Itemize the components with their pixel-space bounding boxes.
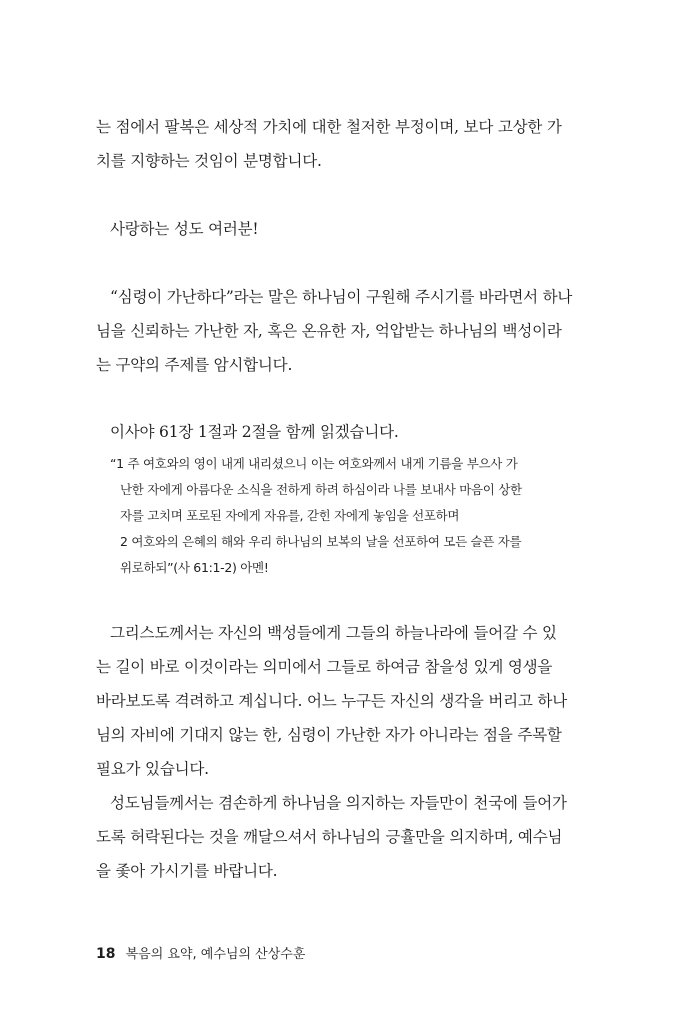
quote-line: 위로하되”(사 61:1-2) 아멘! xyxy=(120,560,269,575)
paragraph-4 xyxy=(96,415,590,449)
text-line: 필요가 있습니다. xyxy=(96,760,209,778)
quote-line: 난한 자에게 아름다운 소식을 전하게 하려 하심이라 나를 보내사 마음이 상한 xyxy=(120,482,522,497)
page-footer xyxy=(96,944,305,965)
text-line: 님의 자비에 기대지 않는 한, 심령이 가난한 자가 아니라는 점을 주목할 xyxy=(96,726,562,744)
paragraph-5 xyxy=(96,616,590,786)
text-line: 사랑하는 성도 여러분! xyxy=(110,220,259,238)
quote-line: 자를 고치며 포로된 자에게 자유를, 갇힌 자에게 놓임을 선포하며 xyxy=(120,508,460,523)
text-line: 바라보도록 격려하고 계십니다. 어느 누구든 자신의 생각을 버리고 하나 xyxy=(96,692,567,710)
quote-line: 2 여호와의 은혜의 해와 우리 하나님의 보복의 날을 선포하여 모든 슬픈 자를 xyxy=(120,534,522,549)
text-line: “심령이 가난하다”라는 말은 하나님이 구원해 주시기를 바라면서 하나 xyxy=(110,288,573,306)
text-line: 는 점에서 팔복은 세상적 가치에 대한 철저한 부정이며, 보다 고상한 가 xyxy=(96,118,562,136)
running-title: 복음의 요약, 예수님의 산상수훈 xyxy=(125,947,306,962)
text-line: 을 좇아 가시기를 바랍니다. xyxy=(96,862,278,880)
text-line: 그리스도께서는 자신의 백성들에게 그들의 하늘나라에 들어갈 수 있 xyxy=(110,624,557,642)
text-line: 이사야 61장 1절과 2절을 함께 읽겠습니다. xyxy=(110,423,399,441)
text-line: 는 구약의 주제를 암시합니다. xyxy=(96,356,293,374)
text-line: 님을 신뢰하는 가난한 자, 혹은 온유한 자, 억압받는 하나님의 백성이라 xyxy=(96,322,562,340)
quote-line: “1 주 여호와의 영이 내게 내리셨으니 이는 여호와께서 내게 기름을 부으사 가 xyxy=(110,456,518,471)
paragraph-3 xyxy=(96,280,590,382)
paragraph-1 xyxy=(96,110,590,178)
text-line: 성도님들께서는 겸손하게 하나님을 의지하는 자들만이 천국에 들어가 xyxy=(110,794,567,812)
scripture-quote xyxy=(110,451,580,581)
text-line: 도록 허락된다는 것을 깨달으셔서 하나님의 긍휼만을 의지하며, 예수님 xyxy=(96,828,563,846)
paragraph-2 xyxy=(96,212,590,246)
page-number: 18 xyxy=(96,946,116,962)
paragraph-6 xyxy=(96,786,590,888)
text-line: 는 길이 바로 이것이라는 의미에서 그들로 하여금 참을성 있게 영생을 xyxy=(96,658,553,676)
text-line: 치를 지향하는 것임이 분명합니다. xyxy=(96,152,322,170)
